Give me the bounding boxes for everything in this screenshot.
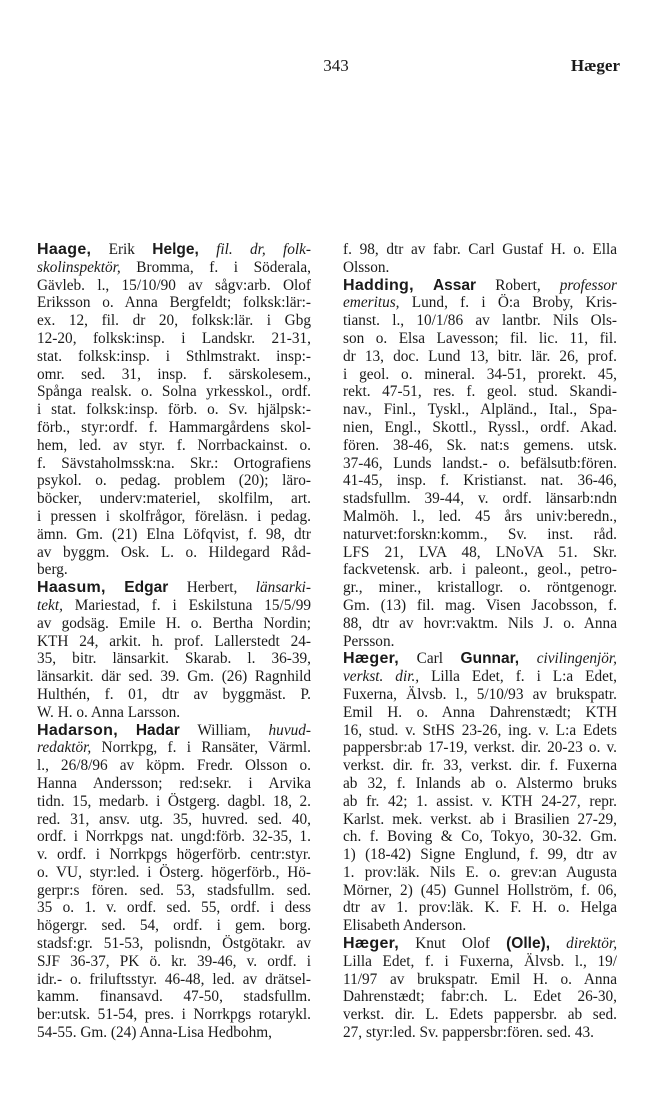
entry-title: fil. dr, folk- bbox=[216, 241, 312, 258]
entry-surname: Hæger, bbox=[343, 650, 400, 668]
entry-text-line: idr.- o. friluftsstyr. 46-48, led. av drätsel- bbox=[37, 970, 311, 988]
entry-text-line: Spånga realsk. o. Solna yrkesskol., ordf. bbox=[37, 383, 311, 401]
entry-title-continuation: verkst. dir., bbox=[343, 668, 420, 686]
entry-title-continuation: skolinspektör, bbox=[37, 258, 121, 276]
entry-text-line: stadsfullm. 39-44, v. ordf. länsarb:ndn bbox=[343, 490, 617, 508]
entry-heading-line bbox=[37, 722, 311, 740]
entry-text-line: länsarkit. där sed. 39. Gm. (26) Ragnhild bbox=[37, 668, 311, 686]
entry-continuation bbox=[343, 241, 617, 277]
right-column bbox=[343, 241, 617, 1042]
entry-text-line: f. 98, dtr av fabr. Carl Gustaf H. o. Ella bbox=[343, 241, 617, 258]
entry-title: direktör, bbox=[566, 935, 618, 953]
entry-title-continuation: emeritus, bbox=[343, 294, 400, 312]
entry-heading-line bbox=[343, 650, 617, 668]
entry-text-line: hem, led. av styr. f. Norrbackainst. o. bbox=[37, 436, 311, 454]
entry-text-line: v. ordf. i Norrkpgs högerförb. centr:styr. bbox=[37, 846, 311, 864]
entry-text-line: tianst. l., 10/1/86 av lantbr. Nils Ols- bbox=[343, 312, 617, 330]
entry-text-line: l., 26/8/96 av köpm. Fredr. Olsson o. bbox=[37, 757, 311, 775]
entry-text-line: Karlst. mek. verkst. ab i Brasilien 27-29, bbox=[343, 810, 617, 828]
entry-heading-line bbox=[343, 277, 617, 295]
biography-entry bbox=[343, 277, 617, 651]
entry-text-line: ab 32, f. Inlands ab o. Alstermo bruks bbox=[343, 774, 617, 792]
entry-title: länsarki- bbox=[255, 579, 312, 597]
entry-text-line: omr. sed. 31, insp. f. särskolesem., bbox=[37, 365, 311, 383]
entry-text-line: ab fr. 42; 1. assist. v. KTH 24-27, repr. bbox=[343, 792, 617, 810]
entry-text-line: gerpr:s fören. sed. 53, stadsfullm. sed. bbox=[37, 881, 311, 899]
entry-call-name: Edgar bbox=[124, 579, 169, 597]
entry-call-name: Assar bbox=[432, 276, 477, 294]
entry-text-line: i stat. folksk:insp. förb. o. Sv. hjälpsk:- bbox=[37, 401, 311, 419]
entry-call-name: (Olle), bbox=[506, 935, 551, 953]
entry-text-line: LFS 21, LVA 48, LNoVA 51. Skr. bbox=[343, 543, 617, 561]
entry-text-line: gr., miner., kristallogr. o. röntgenogr. bbox=[343, 579, 617, 597]
entry-text-line: nien, Engl., Skottl., Ryssl., ordf. Akad. bbox=[343, 418, 617, 436]
entry-surname: Hæger, bbox=[343, 935, 400, 953]
entry-text-line: förb., styr:ordf. f. Hammargårdens skol- bbox=[37, 418, 311, 436]
entry-text-line: Persson. bbox=[343, 632, 395, 650]
entry-text-line: högergr. sed. 54, ordf. i gem. borg. bbox=[37, 917, 311, 935]
entry-text-line: 41-45, insp. f. Kristianst. nat. 36-46, bbox=[343, 472, 617, 490]
entry-text-line: verkst. dir. L. Edets pappersbr. ab sed. bbox=[343, 1006, 617, 1024]
page-number: 343 bbox=[323, 56, 349, 75]
entry-text-line: stadsf:gr. 51-53, polisndn, Östgötakr. av bbox=[37, 935, 311, 953]
entry-text-line: SJF 36-37, PK ö. kr. 39-46, v. ordf. i bbox=[37, 952, 311, 970]
entry-text-line: Mörner, 2) (45) Gunnel Hollström, f. 06, bbox=[343, 881, 617, 899]
entry-text-line: 11/97 av brukspatr. Emil H. o. Anna bbox=[343, 970, 617, 988]
entry-text-line: 54-55. Gm. (24) Anna-Lisa Hedbohm, bbox=[37, 1024, 272, 1042]
entry-text-line: ordf. i Norrkpgs nat. ungd:förb. 32-35, 1. bbox=[37, 828, 311, 846]
entry-text-line: berg. bbox=[37, 561, 68, 579]
entry-given-name: Robert, bbox=[495, 276, 541, 294]
entry-text-line: emeritus, Lund, f. i Ö:a Broby, Kris- bbox=[343, 294, 617, 312]
entry-text-line: i geol. o. mineral. 34-51, prorekt. 45, bbox=[343, 365, 617, 383]
entry-text-line: tidn. 15, medarb. i Östgerg. dagbl. 18, 2. bbox=[37, 792, 311, 810]
entry-text-line: redaktör, Norrkpg, f. i Ransäter, Värml. bbox=[37, 739, 311, 757]
entry-heading-line bbox=[343, 935, 617, 953]
entry-text-line: Malmöh. l., led. 45 års univ:beredn., bbox=[343, 507, 617, 525]
entry-given-name: Erik bbox=[108, 241, 135, 258]
entry-text-line: av byggm. Osk. L. o. Hildegard Råd- bbox=[37, 543, 311, 561]
entry-text-line: fackvetensk. arb. i paleont., geol., petro- bbox=[343, 561, 617, 579]
entry-text-line: dr 13, doc. Lund 13, bitr. lär. 26, prof. bbox=[343, 347, 617, 365]
entry-text-line: KTH 24, arkit. h. prof. Lallerstedt 24- bbox=[37, 632, 311, 650]
entry-text-line: pappersbr:ab 17-19, verkst. dir. 20-23 o. v. bbox=[343, 739, 617, 757]
entry-text-line: 16, stud. v. StHS 23-26, ing. v. L:a Edets bbox=[343, 721, 617, 739]
running-head: Hæger bbox=[570, 56, 620, 75]
entry-text-line: Olsson. bbox=[343, 258, 390, 276]
entry-text-line: ex. 12, fil. dr 20, folksk:lär. i Gbg bbox=[37, 312, 311, 330]
entry-text-line: Gm. (13) fil. mag. Visen Jacobsson, f. bbox=[343, 596, 617, 614]
entry-text-line: Eriksson o. Anna Bergfeldt; folksk:lär:- bbox=[37, 294, 311, 312]
entry-title-continuation: tekt, bbox=[37, 596, 63, 614]
entry-text-line: W. H. o. Anna Larsson. bbox=[37, 703, 181, 721]
entry-text-line: 88, dtr av hovr:vaktm. Nils J. o. Anna bbox=[343, 614, 617, 632]
entry-text-line: 35, bitr. länsarkit. Skarab. l. 36-39, bbox=[37, 650, 311, 668]
entry-text-line: o. VU, styr:led. i Österg. högerförb., Hö- bbox=[37, 863, 311, 881]
entry-heading-line bbox=[37, 579, 311, 597]
biography-entry bbox=[37, 722, 311, 1042]
entry-surname: Haasum, bbox=[37, 579, 106, 597]
entry-call-name: Gunnar, bbox=[460, 650, 520, 668]
entry-text-line: 27, styr:led. Sv. pappersbr:fören. sed. 43. bbox=[343, 1024, 594, 1042]
entry-surname: Haage, bbox=[37, 241, 92, 258]
entry-text-line: 12-20, folksk:insp. i Landskr. 21-31, bbox=[37, 329, 311, 347]
entry-text-line: nav., Finl., Tyskl., Alpländ., Ital., Spa- bbox=[343, 401, 617, 419]
entry-text-line: 1. prov:läk. Nils E. o. grev:an Augusta bbox=[343, 863, 617, 881]
entry-text-line: tekt, Mariestad, f. i Eskilstuna 15/5/99 bbox=[37, 596, 311, 614]
entry-given-name: William, bbox=[197, 721, 251, 739]
entry-text-line: red. 31, ansv. utg. 35, huvred. sed. 40, bbox=[37, 810, 311, 828]
entry-text-line: rekt. 47-51, res. f. geol. stud. Skandi- bbox=[343, 383, 617, 401]
entry-title: huvud- bbox=[268, 721, 312, 739]
entry-text-line: verkst. dir. fr. 33, verkst. dir. f. Fuxerna bbox=[343, 757, 617, 775]
entry-text-line: son o. Elsa Lavesson; fil. lic. 11, fil. bbox=[343, 329, 617, 347]
entry-surname: Hadarson, bbox=[37, 721, 118, 739]
entry-text-line: ch. f. Boving & Co, Tokyo, 30-32. Gm. bbox=[343, 828, 617, 846]
biography-entry bbox=[37, 579, 311, 721]
entry-text-line: i pressen i skolfrågor, föreläsn. i pedag. bbox=[37, 507, 311, 525]
entry-text-line: Gävleb. l., 15/10/90 av sågv:arb. Olof bbox=[37, 276, 311, 294]
entry-title: civilingenjör, bbox=[536, 650, 617, 668]
entry-text-line: fören. 38-46, Sk. nat:s gemens. utsk. bbox=[343, 436, 617, 454]
entry-text-line: Emil H. o. Anna Dahrenstædt; KTH bbox=[343, 703, 617, 721]
entry-surname: Hadding, bbox=[343, 276, 414, 294]
entry-text-line: skolinspektör, Bromma, f. i Söderala, bbox=[37, 258, 311, 276]
entry-text-line: verkst. dir., Lilla Edet, f. i L:a Edet, bbox=[343, 668, 617, 686]
entry-text-line: Hulthén, f. 01, dtr av byggmäst. P. bbox=[37, 685, 311, 703]
biography-entry bbox=[343, 935, 617, 1042]
entry-text-line: av godsäg. Emile H. o. Bertha Nordin; bbox=[37, 614, 311, 632]
entry-text-line: naturvet:forskn:komm., Sv. inst. råd. bbox=[343, 525, 617, 543]
entry-text-line: 37-46, Lunds landst.- o. befälsutb:fören. bbox=[343, 454, 617, 472]
entry-text-line: Elisabeth Anderson. bbox=[343, 917, 467, 935]
entry-given-name: Herbert, bbox=[186, 579, 238, 597]
entry-given-name: Carl bbox=[416, 650, 443, 668]
entry-text-line: Fuxerna, Älvsb. l., 5/10/93 av brukspatr. bbox=[343, 685, 617, 703]
entry-text-line: böcker, underv:materiel, skolfilm, art. bbox=[37, 490, 311, 508]
entry-text-line: f. Sävstaholmssk:na. Skr.: Ortografiens bbox=[37, 454, 311, 472]
biography-entry bbox=[37, 241, 311, 579]
entry-text-line: 1) (18-42) Signe Englund, f. 99, dtr av bbox=[343, 846, 617, 864]
biography-entry bbox=[343, 650, 617, 935]
entry-given-name: Knut Olof bbox=[415, 935, 490, 953]
entry-text-line: kamm. finansavd. 47-50, stadsfullm. bbox=[37, 988, 311, 1006]
entry-title-continuation: redaktör, bbox=[37, 739, 92, 757]
entry-text-line: 35 o. 1. v. ordf. sed. 55, ordf. i dess bbox=[37, 899, 311, 917]
entry-text-line: Lilla Edet, f. i Fuxerna, Älvsb. l., 19/ bbox=[343, 952, 617, 970]
entry-text-line: ämn. Gm. (21) Elna Löfqvist, f. 98, dtr bbox=[37, 525, 311, 543]
entry-text-line: Hanna Andersson; red:sekr. i Arvika bbox=[37, 774, 311, 792]
left-column bbox=[37, 241, 311, 1042]
entry-text-line: stat. folksk:insp. i Sthlmstrakt. insp:- bbox=[37, 347, 311, 365]
entry-call-name: Hadar bbox=[135, 721, 180, 739]
entry-text-line: dtr av 1. prov:läk. K. F. H. o. Helga bbox=[343, 899, 617, 917]
entry-text-line: ber:utsk. 51-54, pres. i Norrkpgs rotarykl. bbox=[37, 1006, 311, 1024]
entry-text-line: Dahrenstædt; fabr:ch. L. Edet 26-30, bbox=[343, 988, 617, 1006]
entry-text-line: psykol. o. pedag. problem (20); läro- bbox=[37, 472, 311, 490]
entry-title: professor bbox=[559, 276, 618, 294]
entry-call-name: Helge, bbox=[152, 241, 199, 258]
entry-heading-line bbox=[37, 241, 311, 259]
